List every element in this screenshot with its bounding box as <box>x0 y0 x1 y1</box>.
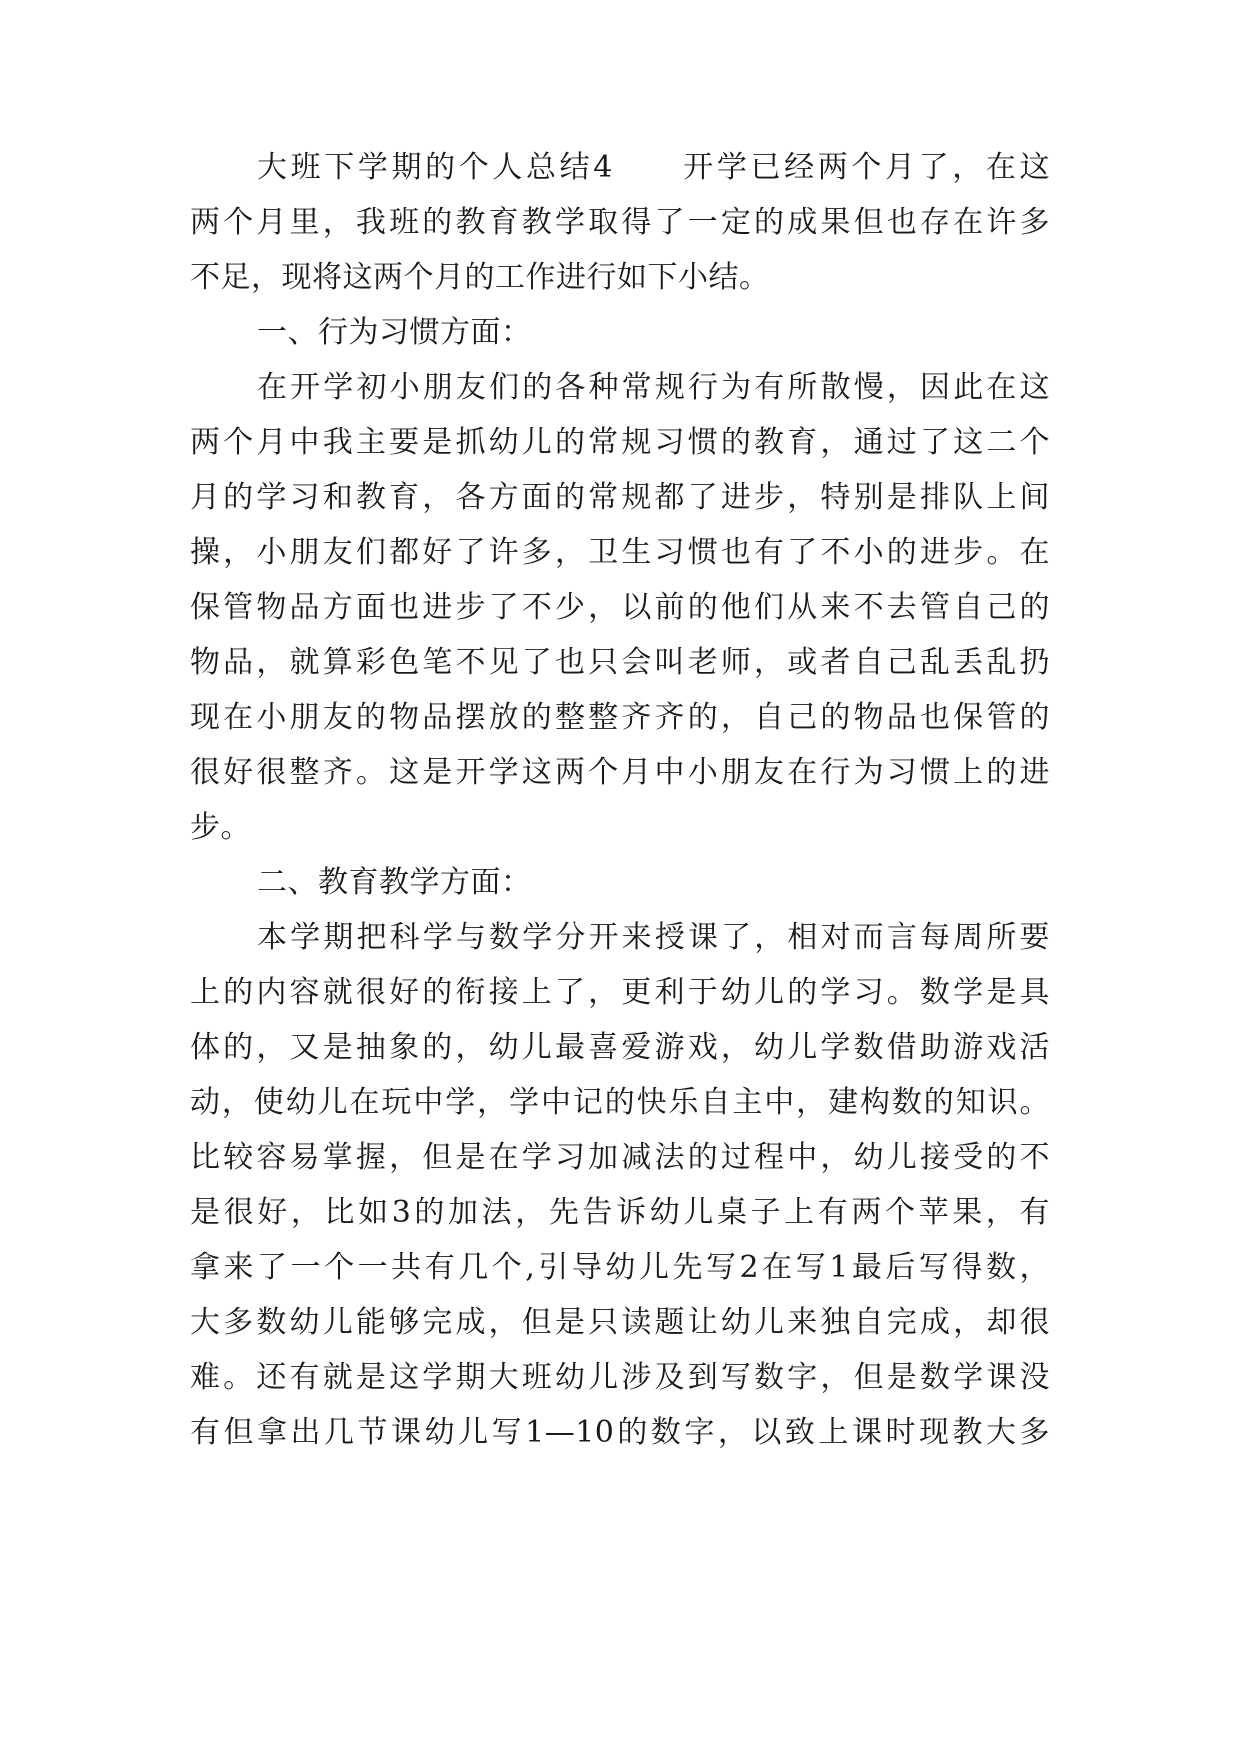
paragraph-line: 现在小朋友的物品摆放的整整齐齐的，自己的物品也保管的 <box>190 700 1050 735</box>
paragraph-line: 很好很整齐。这是开学这两个月中小朋友在行为习惯上的进 <box>190 755 1050 790</box>
paragraph-line: 体的，又是抽象的，幼儿最喜爱游戏，幼儿学数借助游戏活 <box>190 1030 1050 1065</box>
paragraph-line: 有但拿出几节课幼儿写1—10的数字，以致上课时现教大多 <box>190 1415 1050 1450</box>
paragraph-line: 本学期把科学与数学分开来授课了，相对而言每周所要 <box>257 920 1050 955</box>
paragraph-line: 拿来了一个一共有几个,引导幼儿先写2在写1最后写得数， <box>190 1250 1050 1285</box>
section-heading: 二、教育教学方面： <box>257 865 532 900</box>
paragraph-line: 保管物品方面也进步了不少，以前的他们从来不去管自己的 <box>190 590 1050 625</box>
paragraph-line: 操，小朋友们都好了许多，卫生习惯也有了不小的进步。在 <box>190 535 1050 570</box>
paragraph-line: 两个月中我主要是抓幼儿的常规习惯的教育，通过了这二个 <box>190 425 1050 460</box>
paragraph-line: 大多数幼儿能够完成，但是只读题让幼儿来独自完成，却很 <box>190 1305 1050 1340</box>
paragraph-line: 月的学习和教育，各方面的常规都了进步，特别是排队上间 <box>190 480 1050 515</box>
paragraph-line: 上的内容就很好的衔接上了，更利于幼儿的学习。数学是具 <box>190 975 1050 1010</box>
paragraph-line: 难。还有就是这学期大班幼儿涉及到写数字，但是数学课没 <box>190 1360 1050 1395</box>
paragraph-line: 是很好，比如3的加法，先告诉幼儿桌子上有两个苹果，有 <box>190 1195 1050 1230</box>
section-heading: 一、行为习惯方面： <box>257 315 532 350</box>
paragraph-line: 两个月里，我班的教育教学取得了一定的成果但也存在许多 <box>190 205 1050 240</box>
paragraph-line: 比较容易掌握，但是在学习加减法的过程中，幼儿接受的不 <box>190 1140 1050 1175</box>
paragraph-line: 不足，现将这两个月的工作进行如下小结。 <box>190 260 770 295</box>
paragraph-line: 物品，就算彩色笔不见了也只会叫老师，或者自己乱丢乱扔 <box>190 645 1050 680</box>
paragraph-line: 步。 <box>190 810 251 845</box>
paragraph-line: 在开学初小朋友们的各种常规行为有所散慢，因此在这 <box>257 370 1050 405</box>
title-line: 大班下学期的个人总结4 开学已经两个月了，在这 <box>257 150 1050 185</box>
paragraph-line: 动，使幼儿在玩中学，学中记的快乐自主中，建构数的知识。 <box>190 1085 1050 1120</box>
